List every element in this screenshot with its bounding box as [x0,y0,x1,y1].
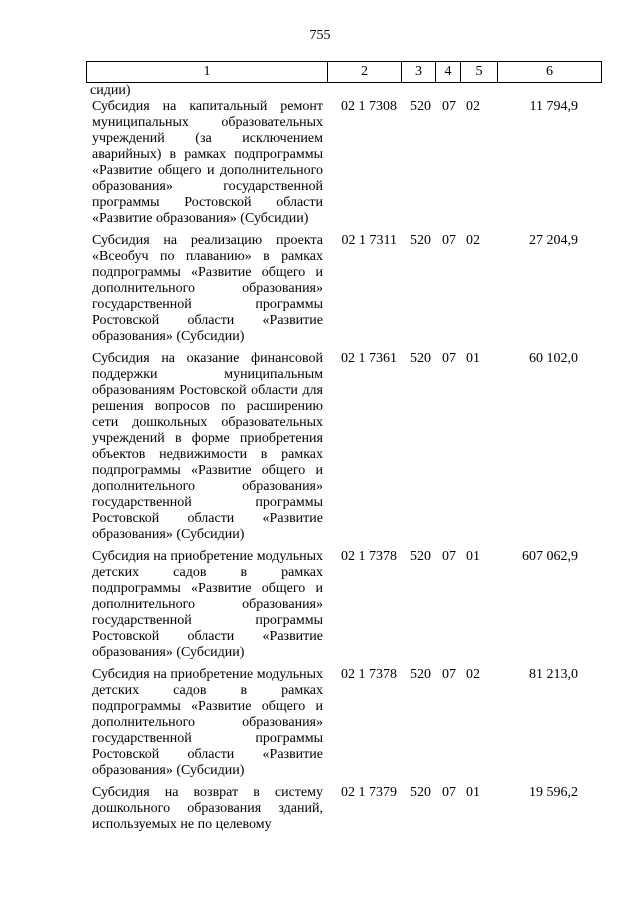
table-row [86,99,601,227]
row-description: Субсидия на реализацию проекта «Всеобуч по плаванию» в рамках подпрограммы «Развитие общего и дополнительного образования» государственной программы Ростовской области «Развитие образования» (Субсидии) [92,233,323,344]
continuation-row [86,83,601,99]
header-col-1: 1 [87,62,328,83]
row-vr: 520 [410,549,431,564]
table-row [86,233,601,345]
row-sum: 607 062,9 [522,549,578,564]
row-rz: 07 [442,233,456,248]
table-header [86,61,602,83]
row-sum: 19 596,2 [529,785,578,800]
row-vr: 520 [410,233,431,248]
row-description: Субсидия на оказание финансовой поддержки муниципальным образованиям Ростовской области для решения вопросов по расширению сети дошкольных образовательных учреждений в форме приобретения объектов недвижимости в рамках подпрограммы «Развитие общего и дополнительного образования» государственной программы Ростовской области «Развитие образования» (Субсидии) [92,351,323,542]
row-code: 02 1 7308 [341,99,397,114]
row-vr: 520 [410,351,431,366]
continuation-text: сидии) [90,83,131,98]
header-col-2: 2 [328,62,402,83]
row-code: 02 1 7311 [341,233,397,248]
row-code: 02 1 7378 [341,549,397,564]
row-rz: 07 [442,667,456,682]
row-sum: 60 102,0 [529,351,578,366]
row-vr: 520 [410,667,431,682]
row-description: Субсидия на приобретение модульных детских садов в рамках подпрограммы «Развитие общего и дополнительного образования» государственной программы Ростовской области «Развитие образования» (Субсидии) [92,667,323,778]
row-description: Субсидия на приобретение модульных детских садов в рамках подпрограммы «Развитие общего и дополнительного образования» государственной программы Ростовской области «Развитие образования» (Субсидии) [92,549,323,660]
row-pr: 01 [466,351,480,366]
row-description: Субсидия на возврат в систему дошкольного образования зданий, используемых не по целевому [92,785,323,832]
row-sum: 11 794,9 [529,99,578,114]
table-row [86,667,601,779]
row-rz: 07 [442,549,456,564]
row-code: 02 1 7378 [341,667,397,682]
row-rz: 07 [442,351,456,366]
row-vr: 520 [410,99,431,114]
header-col-5: 5 [461,62,498,83]
row-rz: 07 [442,99,456,114]
header-col-6: 6 [498,62,602,83]
table-row [86,549,601,661]
table-row [86,351,601,543]
row-code: 02 1 7379 [341,785,397,800]
row-description: Субсидия на капитальный ремонт муниципальных образовательных учреждений (за исключением аварийных) в рамках подпрограммы «Развитие общего и дополнительного образования» государственной программы Ростовской области «Развитие образования» (Субсидии) [92,99,323,226]
table-row [86,785,601,833]
row-sum: 27 204,9 [529,233,578,248]
row-pr: 02 [466,99,480,114]
table-body [86,83,601,833]
row-rz: 07 [442,785,456,800]
header-col-4: 4 [436,62,461,83]
row-vr: 520 [410,785,431,800]
row-pr: 01 [466,549,480,564]
row-pr: 02 [466,233,480,248]
page-number: 755 [309,28,331,43]
row-pr: 01 [466,785,480,800]
row-pr: 02 [466,667,480,682]
row-code: 02 1 7361 [341,351,397,366]
row-sum: 81 213,0 [529,667,578,682]
header-col-3: 3 [402,62,436,83]
